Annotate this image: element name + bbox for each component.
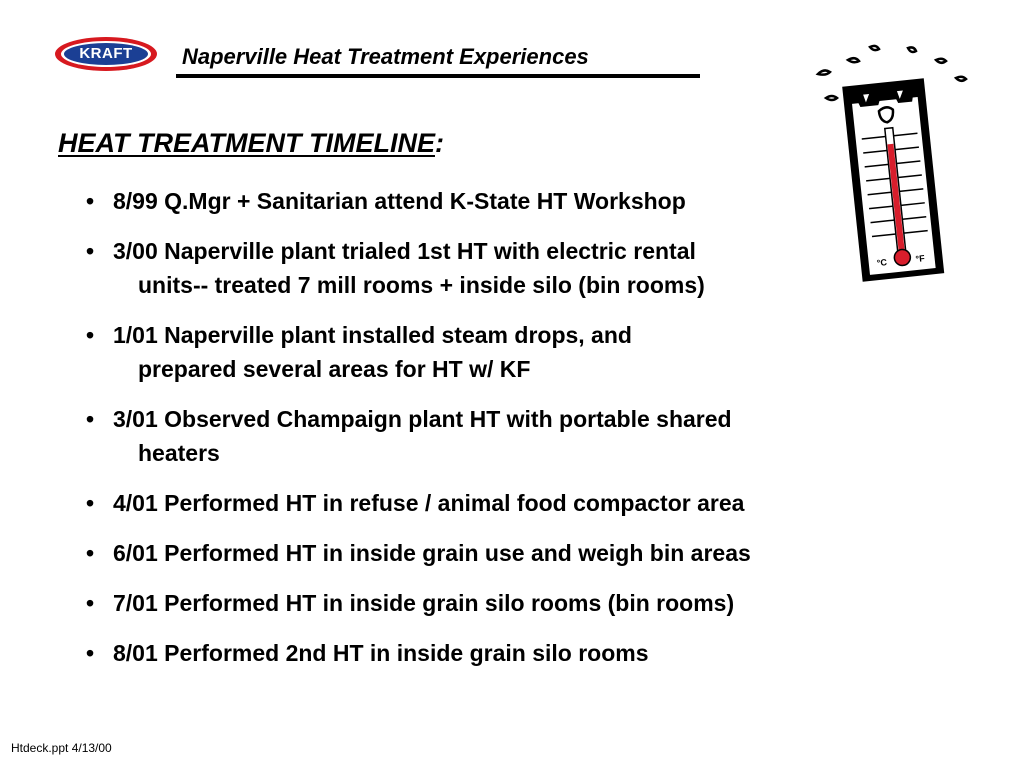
timeline-item-continuation: units-- treated 7 mill rooms + inside silo (bin rooms) [138,272,705,298]
timeline-item [86,586,916,620]
timeline-item-continuation: heaters [138,440,220,466]
bullet-dot: • [86,590,95,616]
slide-header-title: Naperville Heat Treatment Experiences [182,44,589,69]
timeline-item-text: 3/00 Naperville plant trialed 1st HT with electric rental [113,238,696,264]
thermometer-icon [808,38,978,288]
timeline-item-text: 8/01 Performed 2nd HT in inside grain silo rooms [113,640,649,666]
timeline-item-text: 6/01 Performed HT in inside grain use and weigh bin areas [113,540,751,566]
celsius-label: °C [876,257,888,269]
timeline-item-text: 3/01 Observed Champaign plant HT with portable shared [113,406,732,432]
section-heading-colon: : [434,128,444,158]
timeline-item [86,486,916,520]
timeline-item [86,318,916,386]
timeline-item-text: 1/01 Naperville plant installed steam drops, and [113,322,632,348]
bullet-dot: • [86,322,95,348]
section-heading-text: HEAT TREATMENT TIMELINE [58,128,435,158]
timeline-item [86,636,916,670]
bullet-dot: • [86,540,95,566]
thermometer-clipart [808,38,978,288]
bullet-dot: • [86,188,95,214]
timeline-item [86,234,916,302]
kraft-logo-text: KRAFT [79,45,133,62]
bullet-dot: • [86,640,95,666]
timeline-item-continuation: prepared several areas for HT w/ KF [138,356,531,382]
timeline-list [86,184,916,686]
section-heading [58,128,444,159]
bullet-dot: • [86,238,95,264]
timeline-item [86,184,916,218]
footer-file-info: Htdeck.ppt 4/13/00 [11,741,112,755]
timeline-item-text: 8/99 Q.Mgr + Sanitarian attend K-State HT Workshop [113,188,686,214]
bullet-dot: • [86,490,95,516]
timeline-item [86,402,916,470]
bullet-dot: • [86,406,95,432]
kraft-logo [54,36,158,72]
timeline-item-text: 7/01 Performed HT in inside grain silo rooms (bin rooms) [113,590,735,616]
timeline-item [86,536,916,570]
header-underline-rule [176,74,700,78]
fahrenheit-label: °F [915,253,926,265]
timeline-item-text: 4/01 Performed HT in refuse / animal food compactor area [113,490,745,516]
